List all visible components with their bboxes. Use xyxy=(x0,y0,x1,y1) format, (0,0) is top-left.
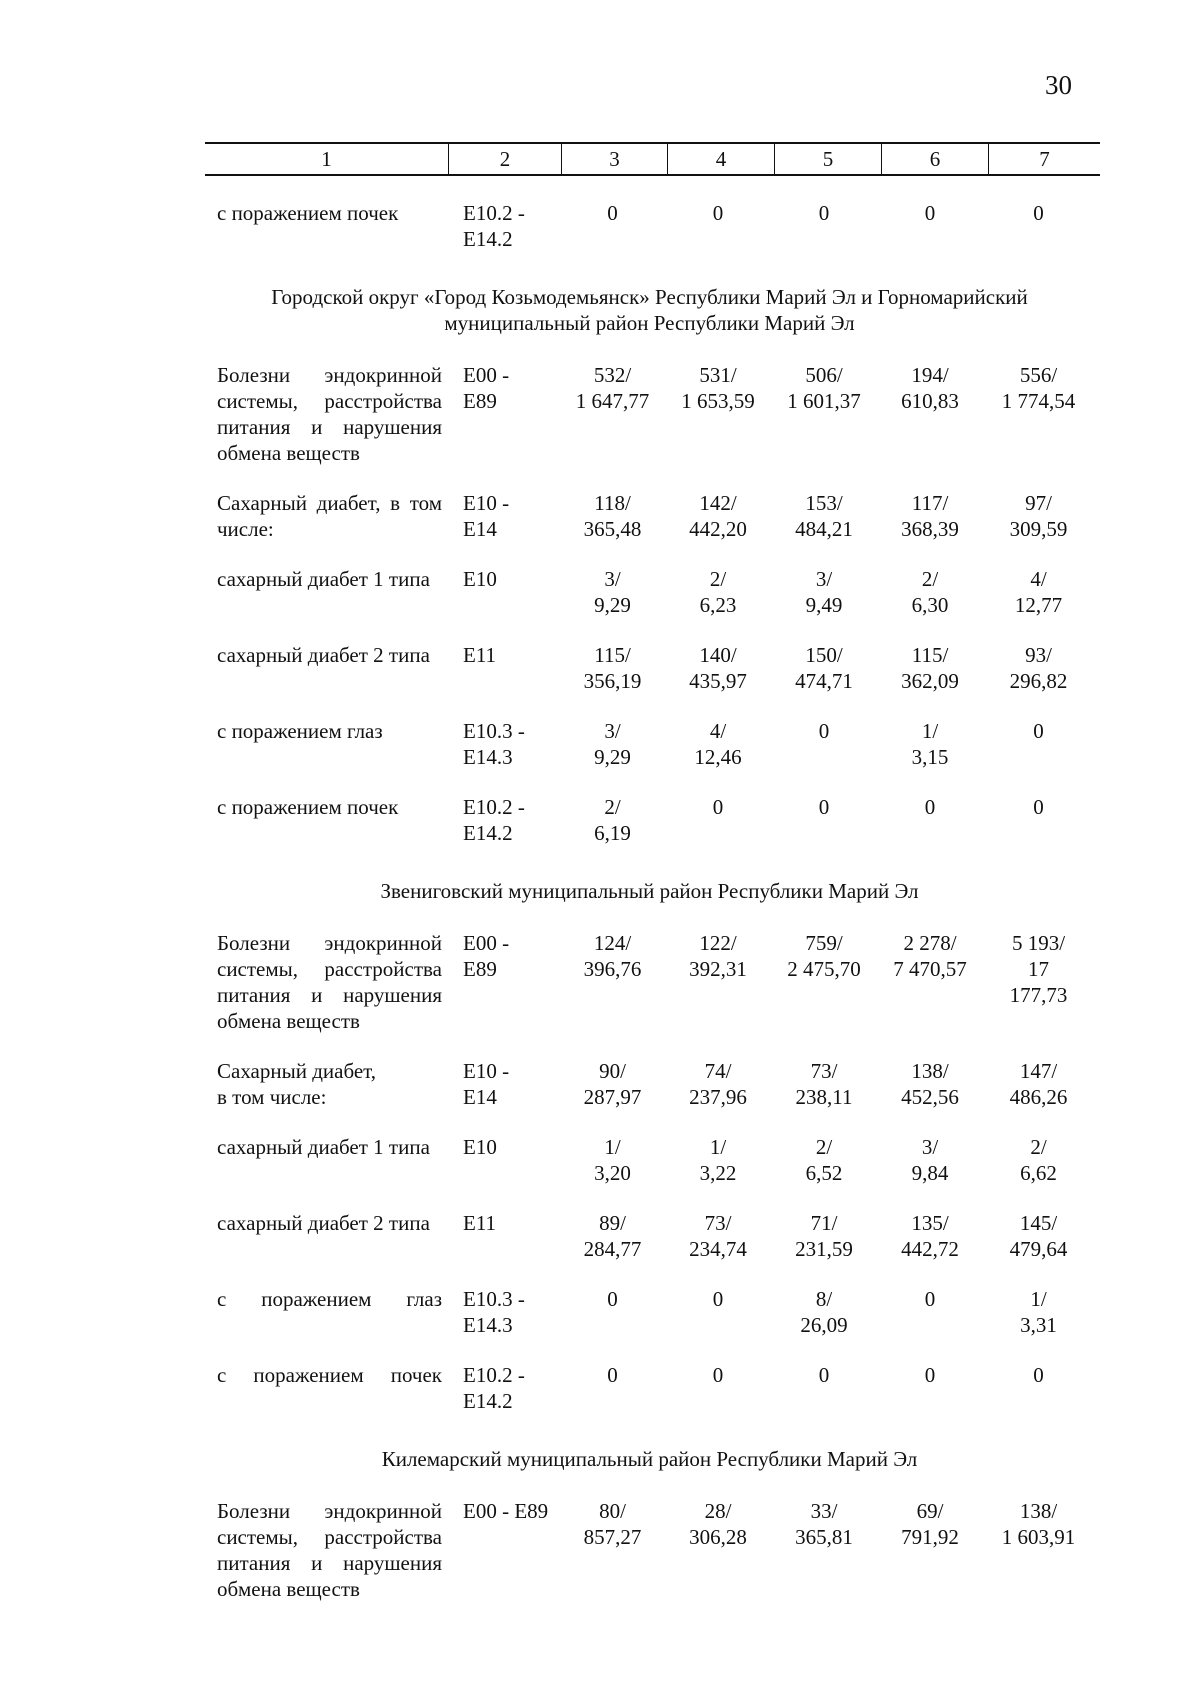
table-row xyxy=(205,1498,1094,1626)
column-header-6: 6 xyxy=(882,143,989,175)
value-cell-col-3: 0 xyxy=(607,201,618,225)
table-row xyxy=(205,794,1094,870)
value-cell-col-7: 145/ 479,64 xyxy=(1009,1211,1068,1261)
value-cell-col-6: 135/ 442,72 xyxy=(901,1211,959,1261)
value-cell-col-5: 33/ 365,81 xyxy=(795,1499,853,1549)
column-header-2: 2 xyxy=(449,143,562,175)
value-cell-col-3: 118/ 365,48 xyxy=(583,491,642,541)
value-cell-col-5: 759/ 2 475,70 xyxy=(787,931,861,981)
value-cell-col-6: 1/ 3,15 xyxy=(911,719,949,769)
table-row xyxy=(205,930,1094,1058)
value-cell-col-3: 2/ 6,19 xyxy=(594,795,631,845)
table-row xyxy=(205,718,1094,794)
icd-code: E10.3 - E14.3 xyxy=(463,719,525,769)
value-cell-col-7: 0 xyxy=(1033,795,1044,819)
value-cell-col-4: 0 xyxy=(712,1363,724,1387)
value-cell-col-3: 90/ 287,97 xyxy=(583,1059,642,1109)
value-cell-col-5: 150/ 474,71 xyxy=(795,643,853,693)
section-heading-row xyxy=(205,1438,1094,1498)
row-label: Сахарный диабет, в том числе: xyxy=(217,491,442,541)
row-label: сахарный диабет 1 типа xyxy=(217,1135,430,1159)
value-cell-col-5: 153/ 484,21 xyxy=(795,491,853,541)
section-heading-row xyxy=(205,870,1094,930)
value-cell-col-4: 74/ 237,96 xyxy=(689,1059,747,1109)
value-cell-col-5: 73/ 238,11 xyxy=(795,1059,853,1109)
row-label: Болезни эндокринной системы, расстройства питания и нарушения обмена веществ xyxy=(217,363,442,465)
table-row xyxy=(205,1362,1094,1438)
value-cell-col-6: 0 xyxy=(924,201,936,225)
value-cell-col-5: 0 xyxy=(818,795,830,819)
value-cell-col-4: 0 xyxy=(712,1287,724,1311)
value-cell-col-5: 0 xyxy=(818,719,830,743)
icd-code: E10.2 - E14.2 xyxy=(463,201,525,251)
value-cell-col-6: 0 xyxy=(924,1363,936,1387)
value-cell-col-4: 531/ 1 653,59 xyxy=(681,363,755,413)
value-cell-col-7: 2/ 6,62 xyxy=(1020,1135,1057,1185)
value-cell-col-6: 2 278/ 7 470,57 xyxy=(893,931,967,981)
statistics-table xyxy=(205,200,1094,1626)
value-cell-col-5: 506/ 1 601,37 xyxy=(787,363,861,413)
value-cell-col-3: 124/ 396,76 xyxy=(583,931,642,981)
value-cell-col-3: 115/ 356,19 xyxy=(583,643,642,693)
value-cell-col-7: 0 xyxy=(1033,201,1044,225)
row-label: с поражением глаз xyxy=(217,1287,442,1311)
column-header-3: 3 xyxy=(562,143,668,175)
value-cell-col-5: 0 xyxy=(818,201,830,225)
value-cell-col-3: 3/ 9,29 xyxy=(594,719,631,769)
value-cell-col-6: 0 xyxy=(924,795,936,819)
value-cell-col-6: 0 xyxy=(924,1287,936,1311)
table-row xyxy=(205,642,1094,718)
icd-code: E10.3 - E14.3 xyxy=(463,1287,525,1337)
row-label: сахарный диабет 2 типа xyxy=(217,643,430,667)
value-cell-col-5: 0 xyxy=(818,1363,830,1387)
value-cell-col-6: 3/ 9,84 xyxy=(911,1135,949,1185)
section-title: Городской округ «Город Козьмодемьянск» Республики Марий Эл и Горномарийский муниципальный район Республики Марий Эл xyxy=(271,285,1028,335)
table-row xyxy=(205,200,1094,276)
value-cell-col-5: 8/ 26,09 xyxy=(800,1287,848,1337)
value-cell-col-3: 0 xyxy=(607,1363,618,1387)
icd-code: E10.2 - E14.2 xyxy=(463,795,525,845)
value-cell-col-7: 147/ 486,26 xyxy=(1009,1059,1068,1109)
value-cell-col-3: 1/ 3,20 xyxy=(594,1135,631,1185)
table-row xyxy=(205,1286,1094,1362)
icd-code: E10 xyxy=(463,567,497,591)
value-cell-col-4: 4/ 12,46 xyxy=(694,719,742,769)
row-label: с поражением почек xyxy=(217,201,399,225)
icd-code: E00 - E89 xyxy=(463,931,510,981)
value-cell-col-5: 71/ 231,59 xyxy=(795,1211,853,1261)
table-row xyxy=(205,1134,1094,1210)
header-row xyxy=(205,143,1100,175)
value-cell-col-4: 140/ 435,97 xyxy=(689,643,747,693)
column-header-1: 1 xyxy=(205,143,449,175)
value-cell-col-6: 138/ 452,56 xyxy=(901,1059,959,1109)
column-header-4: 4 xyxy=(668,143,775,175)
row-label: Сахарный диабет, в том числе: xyxy=(217,1059,377,1109)
icd-code: E10.2 - E14.2 xyxy=(463,1363,525,1413)
column-header-table xyxy=(205,142,1100,176)
icd-code: E11 xyxy=(463,1211,497,1235)
value-cell-col-7: 556/ 1 774,54 xyxy=(1001,363,1076,413)
row-label: с поражением почек xyxy=(217,795,399,819)
row-label: с поражением глаз xyxy=(217,719,383,743)
value-cell-col-7: 97/ 309,59 xyxy=(1009,491,1068,541)
icd-code: E10 - E14 xyxy=(463,1059,510,1109)
value-cell-col-5: 2/ 6,52 xyxy=(805,1135,843,1185)
table-body xyxy=(205,200,1094,1626)
section-title: Звениговский муниципальный район Республики Марий Эл xyxy=(380,879,919,903)
value-cell-col-3: 532/ 1 647,77 xyxy=(575,363,650,413)
page-number: 30 xyxy=(1045,70,1072,100)
icd-code: E10 - E14 xyxy=(463,491,510,541)
value-cell-col-7: 0 xyxy=(1033,719,1044,743)
value-cell-col-4: 122/ 392,31 xyxy=(689,931,747,981)
value-cell-col-4: 0 xyxy=(712,795,724,819)
section-heading-row xyxy=(205,276,1094,362)
value-cell-col-6: 2/ 6,30 xyxy=(911,567,949,617)
value-cell-col-4: 142/ 442,20 xyxy=(689,491,747,541)
table-row xyxy=(205,1210,1094,1286)
value-cell-col-5: 3/ 9,49 xyxy=(805,567,843,617)
value-cell-col-3: 80/ 857,27 xyxy=(583,1499,642,1549)
section-title: Килемарский муниципальный район Республики Марий Эл xyxy=(381,1447,918,1471)
value-cell-col-6: 194/ 610,83 xyxy=(901,363,959,413)
value-cell-col-3: 0 xyxy=(607,1287,618,1311)
icd-code: E00 - E89 xyxy=(463,363,510,413)
value-cell-col-6: 69/ 791,92 xyxy=(901,1499,959,1549)
value-cell-col-3: 89/ 284,77 xyxy=(583,1211,642,1261)
value-cell-col-7: 5 193/ 17 177,73 xyxy=(1009,931,1068,1007)
icd-code: E00 - E89 xyxy=(463,1499,549,1523)
table-row xyxy=(205,362,1094,490)
value-cell-col-7: 138/ 1 603,91 xyxy=(1001,1499,1076,1549)
value-cell-col-4: 73/ 234,74 xyxy=(689,1211,747,1261)
value-cell-col-4: 2/ 6,23 xyxy=(699,567,737,617)
value-cell-col-6: 117/ 368,39 xyxy=(901,491,959,541)
value-cell-col-7: 1/ 3,31 xyxy=(1020,1287,1057,1337)
row-label: Болезни эндокринной системы, расстройства питания и нарушения обмена веществ xyxy=(217,1499,442,1601)
row-label: сахарный диабет 1 типа xyxy=(217,567,430,591)
column-header-5: 5 xyxy=(775,143,882,175)
row-label: сахарный диабет 2 типа xyxy=(217,1211,430,1235)
value-cell-col-4: 0 xyxy=(712,201,724,225)
value-cell-col-7: 4/ 12,77 xyxy=(1014,567,1063,617)
value-cell-col-4: 28/ 306,28 xyxy=(689,1499,747,1549)
value-cell-col-3: 3/ 9,29 xyxy=(594,567,631,617)
table-row xyxy=(205,1058,1094,1134)
table-row xyxy=(205,490,1094,566)
row-label: с поражением почек xyxy=(217,1363,442,1387)
value-cell-col-7: 0 xyxy=(1033,1363,1044,1387)
row-label: Болезни эндокринной системы, расстройства питания и нарушения обмена веществ xyxy=(217,931,442,1033)
column-header-7: 7 xyxy=(989,143,1101,175)
value-cell-col-6: 115/ 362,09 xyxy=(901,643,959,693)
value-cell-col-7: 93/ 296,82 xyxy=(1009,643,1068,693)
icd-code: E10 xyxy=(463,1135,497,1159)
icd-code: E11 xyxy=(463,643,497,667)
table-row xyxy=(205,566,1094,642)
value-cell-col-4: 1/ 3,22 xyxy=(699,1135,737,1185)
